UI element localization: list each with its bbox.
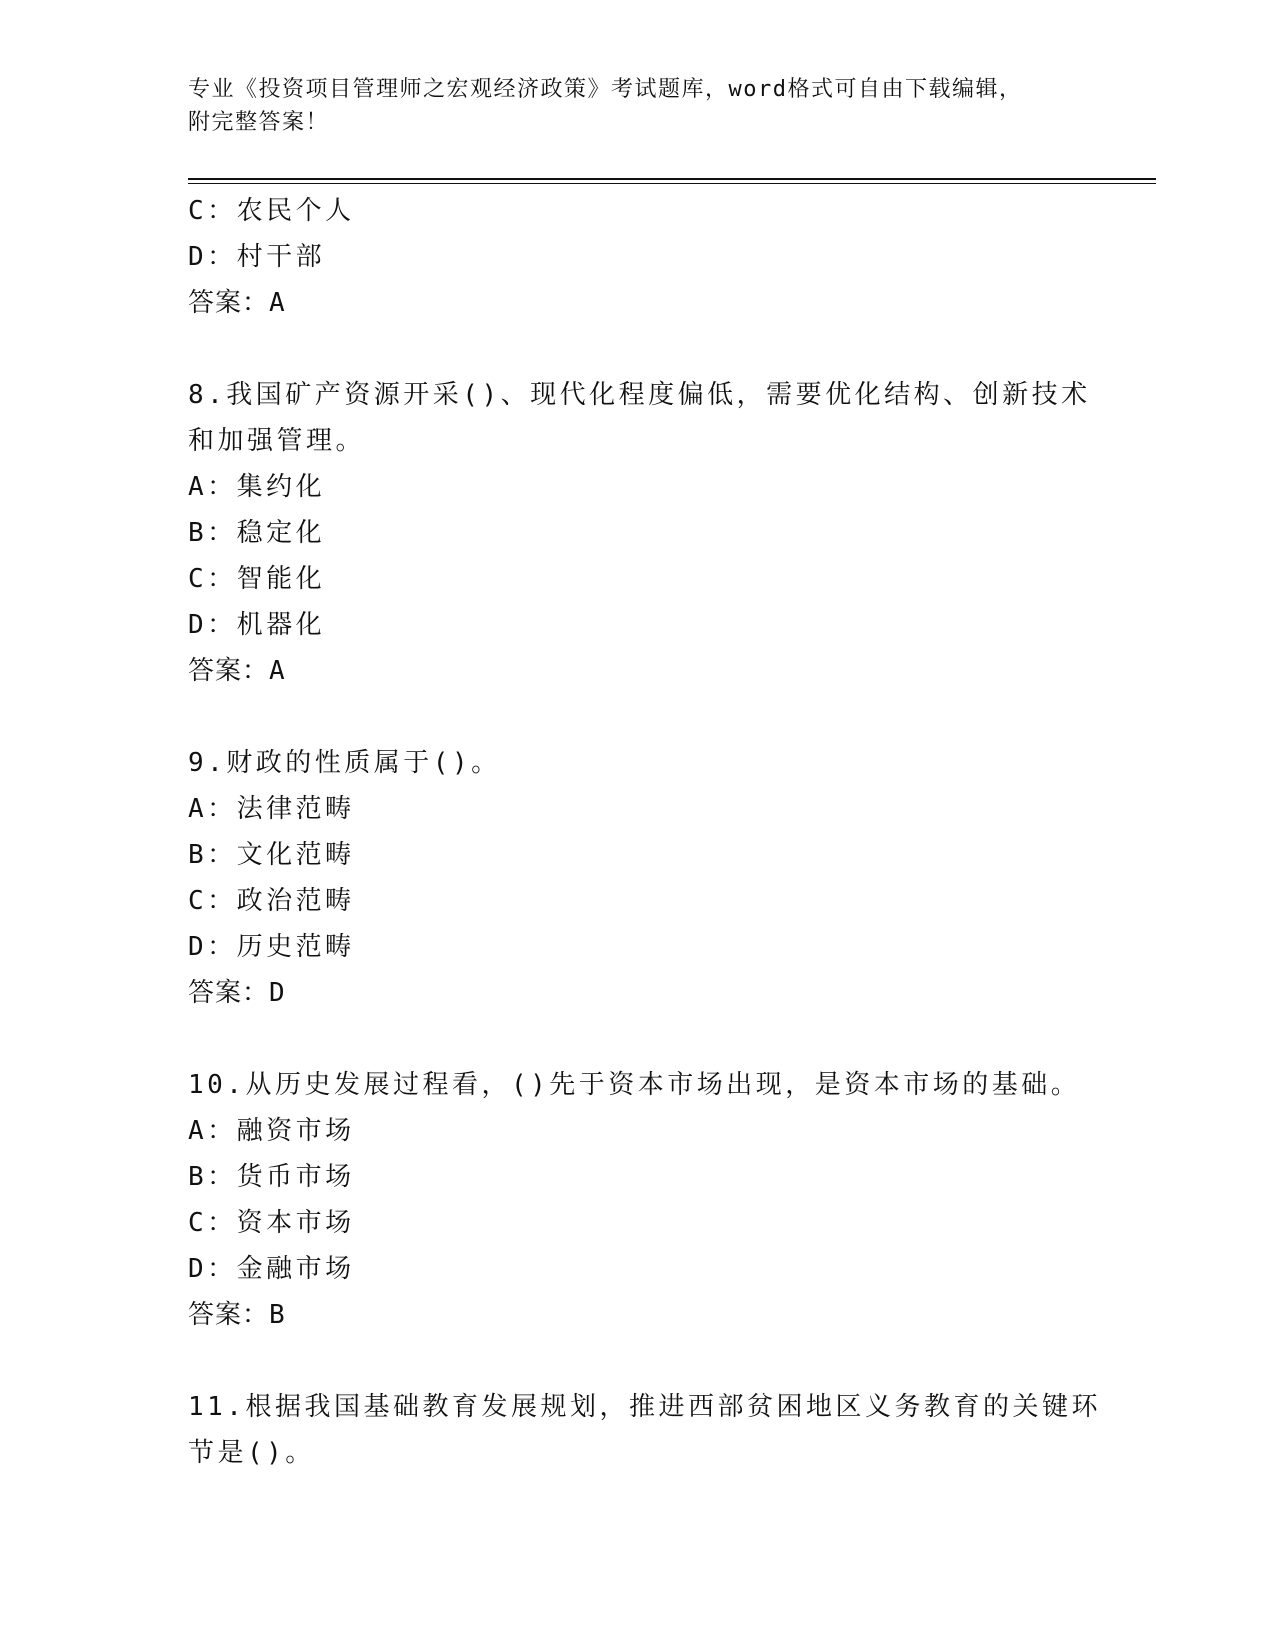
spacer <box>188 1016 1088 1062</box>
question-block-11 <box>188 1384 1101 1476</box>
spacer <box>188 326 1088 372</box>
header-divider-thick <box>188 178 1156 180</box>
option-d: D：村干部 <box>188 242 326 272</box>
option-a: A：集约化 <box>188 472 326 502</box>
question-stem: 节是()。 <box>188 1438 315 1468</box>
answer-line: 答案：A <box>188 656 286 686</box>
spacer <box>188 694 1088 740</box>
question-stem: 8.我国矿产资源开采()、现代化程度偏低，需要优化结构、创新技术 <box>188 380 1091 410</box>
question-block-9 <box>188 740 1088 1016</box>
option-c: C：智能化 <box>188 564 326 594</box>
option-d: D：历史范畴 <box>188 932 355 962</box>
question-block-8 <box>188 372 1091 694</box>
option-b: B：文化范畴 <box>188 840 355 870</box>
question-stem: 9.财政的性质属于()。 <box>188 748 501 778</box>
answer-line: 答案：B <box>188 1300 286 1330</box>
header-divider-thin <box>188 183 1156 184</box>
option-d: D：金融市场 <box>188 1254 355 1284</box>
question-block-10 <box>188 1062 1088 1338</box>
question-list <box>188 188 1101 1476</box>
option-a: A：法律范畴 <box>188 794 355 824</box>
question-stem: 11.根据我国基础教育发展规划，推进西部贫困地区义务教育的关键环 <box>188 1392 1101 1422</box>
answer-line: 答案：D <box>188 978 286 1008</box>
answer-line: 答案：A <box>188 288 286 318</box>
option-b: B：稳定化 <box>188 518 326 548</box>
document-header <box>188 73 1088 139</box>
question-stem: 10.从历史发展过程看，()先于资本市场出现，是资本市场的基础。 <box>188 1070 1081 1100</box>
question-stem: 和加强管理。 <box>188 426 366 456</box>
option-a: A：融资市场 <box>188 1116 355 1146</box>
question-block-7 <box>188 188 1088 326</box>
option-d: D：机器化 <box>188 610 326 640</box>
header-line-2: 附完整答案！ <box>188 110 330 135</box>
option-c: C：资本市场 <box>188 1208 355 1238</box>
spacer <box>188 1338 1088 1384</box>
option-c: C：农民个人 <box>188 196 355 226</box>
option-c: C：政治范畴 <box>188 886 355 916</box>
option-b: B：货币市场 <box>188 1162 355 1192</box>
header-line-1: 专业《投资项目管理师之宏观经济政策》考试题库，word格式可自由下载编辑， <box>188 77 1023 102</box>
